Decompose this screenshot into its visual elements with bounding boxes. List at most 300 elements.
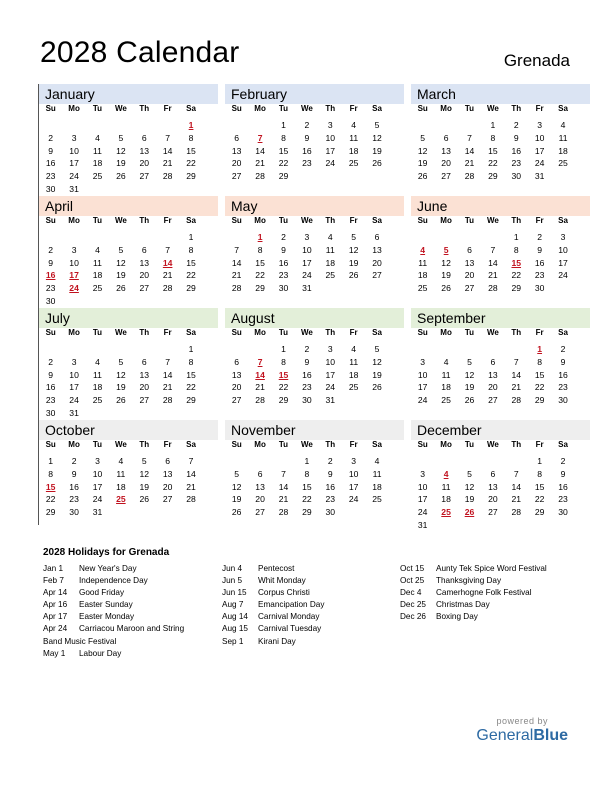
day-cell: 10: [69, 369, 79, 380]
day-cell: 2: [48, 244, 54, 255]
day-cell: 28: [511, 507, 522, 518]
empty-day-cell: [365, 506, 388, 519]
day-cell: 17: [302, 257, 312, 268]
day-cell: 27: [231, 171, 242, 182]
month-june: [411, 196, 590, 306]
empty-day-cell: [458, 119, 481, 132]
day-cell: 9: [281, 244, 286, 255]
day-cell: 1: [48, 456, 54, 466]
week-row: [411, 282, 590, 295]
day-cell: 11: [93, 369, 102, 380]
day-cell: 2: [71, 456, 77, 466]
month-february: [225, 84, 404, 194]
holiday-date: Aug 15: [222, 624, 248, 634]
day-cell: 1: [490, 120, 496, 130]
day-cell: 18: [325, 257, 336, 268]
day-cell: 24: [348, 494, 359, 505]
weekday-label: Su: [231, 328, 242, 337]
weekday-label: Fr: [163, 440, 172, 449]
day-cell: 23: [534, 270, 545, 281]
month-april: [39, 196, 218, 306]
empty-day-cell: [505, 343, 528, 356]
weekday-label: Th: [325, 440, 336, 449]
week-row: [225, 506, 404, 519]
day-cell: 20: [139, 270, 150, 281]
day-cell: 21: [162, 158, 173, 169]
holiday-name: Easter Sunday: [79, 600, 133, 610]
holiday-name: Easter Monday: [79, 612, 135, 622]
weekday-label: Sa: [186, 216, 196, 225]
weekday-label: Su: [231, 216, 242, 225]
holiday-date: Jun 4: [222, 564, 243, 573]
weekday-label: Su: [45, 328, 56, 337]
day-cell: 7: [467, 132, 472, 143]
day-cell: 1: [537, 456, 543, 466]
week-row: [39, 493, 218, 506]
day-cell: 2: [560, 456, 566, 466]
weekday-label: Su: [45, 440, 56, 449]
weekday-header: [39, 440, 218, 455]
holiday-day-cell: 25: [116, 494, 126, 505]
day-cell: 13: [488, 369, 498, 380]
holiday-name: Boxing Day: [436, 612, 478, 622]
day-cell: 18: [417, 270, 428, 281]
week-row: [225, 170, 404, 183]
weekday-label: Sa: [558, 440, 568, 449]
empty-day-cell: [551, 519, 574, 532]
day-cell: 9: [560, 468, 566, 479]
holiday-date: Sep 1: [222, 636, 244, 646]
day-cell: 19: [348, 257, 359, 268]
week-row: [39, 343, 218, 356]
day-cell: 13: [162, 468, 173, 479]
day-cell: 2: [327, 456, 333, 466]
weekday-label: Th: [139, 216, 150, 225]
day-cell: 4: [351, 344, 357, 354]
empty-day-cell: [319, 170, 342, 183]
day-cell: 29: [511, 283, 522, 294]
day-cell: 30: [278, 283, 289, 294]
day-cell: 8: [257, 244, 263, 255]
day-cell: 13: [372, 244, 382, 255]
day-cell: 13: [488, 481, 498, 492]
day-cell: 6: [257, 468, 263, 479]
weekday-label: Su: [231, 440, 242, 449]
day-cell: 29: [186, 395, 196, 406]
day-cell: 8: [513, 244, 519, 255]
day-cell: 5: [234, 468, 240, 479]
day-cell: 24: [92, 494, 103, 505]
holiday-name: Kirani Day: [258, 636, 296, 646]
day-cell: 17: [348, 481, 359, 492]
holiday-column: [222, 563, 324, 648]
week-row: [225, 455, 404, 468]
holiday-date: Aug 14: [222, 612, 248, 622]
empty-day-cell: [156, 295, 179, 308]
day-cell: 9: [48, 257, 54, 268]
day-cell: 27: [139, 395, 150, 406]
day-cell: 24: [69, 395, 79, 406]
day-cell: 6: [141, 132, 147, 143]
holiday-name: Thanksgiving Day: [436, 576, 502, 586]
day-cell: 31: [302, 283, 312, 294]
day-cell: 22: [255, 270, 265, 281]
empty-day-cell: [109, 506, 132, 519]
day-cell: 4: [560, 120, 566, 130]
day-cell: 13: [139, 369, 150, 380]
day-cell: 12: [417, 145, 428, 156]
weekday-label: We: [486, 328, 499, 337]
brand-name: GeneralBlue: [476, 727, 568, 744]
day-cell: 3: [71, 132, 77, 143]
holiday-day-cell: 7: [257, 356, 263, 367]
day-cell: 15: [534, 481, 545, 492]
day-cell: 11: [441, 481, 451, 492]
day-cell: 17: [69, 158, 79, 169]
week-row: [225, 356, 404, 369]
holiday-date: May 1: [43, 648, 66, 658]
weekday-label: Sa: [558, 104, 568, 113]
empty-day-cell: [156, 183, 179, 196]
weekday-label: Fr: [349, 216, 358, 225]
day-cell: 16: [325, 481, 336, 492]
holiday-item: [222, 587, 324, 599]
empty-day-cell: [365, 170, 388, 183]
week-row: [39, 157, 218, 170]
week-row: [39, 244, 218, 257]
day-cell: 16: [302, 369, 312, 380]
day-cell: 12: [464, 369, 475, 380]
day-cell: 18: [372, 481, 382, 492]
day-cell: 5: [374, 344, 380, 354]
day-cell: 8: [281, 132, 286, 143]
day-cell: 17: [417, 494, 428, 505]
day-cell: 1: [188, 344, 194, 354]
empty-day-cell: [434, 455, 457, 468]
day-cell: 18: [92, 158, 103, 169]
day-cell: 25: [92, 171, 103, 182]
empty-day-cell: [481, 231, 504, 244]
empty-day-cell: [481, 343, 504, 356]
holiday-item: [43, 575, 184, 587]
weekday-label: Mo: [440, 104, 452, 113]
weekday-label: We: [114, 440, 127, 449]
month-name: December: [411, 420, 590, 440]
week-row: [39, 145, 218, 158]
weekday-label: Mo: [440, 216, 452, 225]
day-cell: 1: [188, 232, 194, 242]
weekday-label: Th: [139, 328, 150, 337]
day-cell: 10: [69, 145, 79, 156]
empty-day-cell: [295, 170, 318, 183]
day-cell: 27: [488, 395, 498, 406]
day-cell: 4: [374, 456, 380, 466]
day-cell: 9: [71, 468, 77, 479]
day-cell: 30: [325, 507, 336, 518]
month-may: [225, 196, 404, 306]
day-cell: 13: [139, 145, 150, 156]
weekday-label: Tu: [278, 328, 289, 337]
weekday-label: Fr: [163, 104, 172, 113]
day-cell: 28: [511, 395, 522, 406]
day-cell: 31: [69, 183, 79, 194]
empty-day-cell: [179, 295, 202, 308]
empty-day-cell: [225, 231, 248, 244]
holiday-name: Labour Day: [79, 648, 122, 658]
empty-day-cell: [342, 282, 365, 295]
empty-day-cell: [481, 519, 504, 532]
day-cell: 2: [537, 232, 543, 242]
empty-day-cell: [225, 343, 248, 356]
day-cell: 14: [464, 145, 475, 156]
week-row: [411, 381, 590, 394]
holiday-date: Apr 14: [43, 588, 68, 598]
day-cell: 25: [558, 158, 568, 169]
week-row: [39, 282, 218, 295]
holiday-date: Aug 7: [222, 600, 244, 610]
empty-day-cell: [62, 119, 85, 132]
week-row: [225, 394, 404, 407]
month-name: March: [411, 84, 590, 104]
day-cell: 30: [69, 507, 79, 518]
day-cell: 17: [325, 145, 336, 156]
week-row: [39, 381, 218, 394]
day-cell: 11: [372, 468, 382, 479]
week-row: [411, 481, 590, 494]
weekday-header: [411, 216, 590, 231]
day-cell: 17: [558, 257, 568, 268]
holiday-day-cell: 17: [69, 270, 79, 281]
empty-day-cell: [458, 343, 481, 356]
holiday-day-cell: 26: [464, 507, 475, 518]
month-name: June: [411, 196, 590, 216]
month-july: [39, 308, 218, 418]
day-cell: 30: [558, 395, 568, 406]
week-row: [411, 394, 590, 407]
day-cell: 8: [490, 132, 496, 143]
day-cell: 30: [558, 507, 568, 518]
empty-day-cell: [458, 455, 481, 468]
day-cell: 10: [534, 132, 545, 143]
day-cell: 16: [45, 158, 56, 169]
weekday-label: Su: [417, 216, 428, 225]
day-cell: 14: [162, 369, 173, 380]
holiday-item: [400, 563, 547, 575]
empty-day-cell: [133, 183, 156, 196]
day-cell: 4: [443, 356, 449, 367]
day-cell: 27: [139, 171, 150, 182]
weekday-label: We: [486, 216, 499, 225]
day-cell: 12: [116, 257, 126, 268]
day-cell: 21: [231, 270, 242, 281]
day-cell: 13: [255, 481, 265, 492]
day-cell: 29: [278, 171, 289, 182]
day-cell: 30: [45, 295, 56, 306]
day-cell: 6: [374, 232, 380, 242]
empty-day-cell: [458, 231, 481, 244]
day-cell: 6: [141, 356, 147, 367]
holiday-day-cell: 5: [443, 244, 449, 255]
day-cell: 10: [348, 468, 359, 479]
weekday-label: Fr: [349, 328, 358, 337]
week-row: [225, 468, 404, 481]
day-cell: 12: [372, 132, 382, 143]
day-cell: 13: [139, 257, 150, 268]
holiday-day-cell: 14: [255, 369, 265, 380]
weekday-label: Mo: [440, 328, 452, 337]
day-cell: 30: [511, 171, 522, 182]
day-cell: 22: [488, 158, 498, 169]
weekday-label: Fr: [349, 104, 358, 113]
weekday-header: [411, 440, 590, 455]
day-cell: 19: [116, 382, 126, 393]
day-cell: 23: [278, 270, 289, 281]
weekday-header: [411, 328, 590, 343]
day-cell: 23: [558, 494, 568, 505]
day-cell: 15: [186, 369, 196, 380]
weekday-header: [225, 328, 404, 343]
country-label: Grenada: [503, 51, 570, 70]
day-cell: 25: [372, 494, 382, 505]
holiday-date: Dec 25: [400, 600, 426, 610]
day-cell: 1: [304, 456, 310, 466]
day-cell: 16: [558, 369, 568, 380]
day-cell: 8: [304, 468, 310, 479]
weekday-label: Sa: [186, 440, 196, 449]
day-cell: 2: [560, 344, 566, 354]
day-cell: 18: [348, 369, 359, 380]
day-cell: 23: [45, 171, 56, 182]
week-row: [39, 407, 218, 420]
weekday-label: Th: [325, 328, 336, 337]
day-cell: 7: [165, 244, 171, 255]
day-cell: 6: [490, 468, 496, 479]
week-row: [411, 157, 590, 170]
holiday-name: Emancipation Day: [258, 600, 325, 610]
day-cell: 27: [255, 507, 265, 518]
week-row: [411, 455, 590, 468]
weekday-label: Mo: [440, 440, 452, 449]
weekday-label: Fr: [535, 328, 544, 337]
empty-day-cell: [248, 119, 271, 132]
holiday-item: [222, 599, 324, 611]
week-row: [411, 231, 590, 244]
day-cell: 16: [511, 145, 522, 156]
week-row: [39, 506, 218, 519]
empty-day-cell: [528, 519, 551, 532]
day-cell: 19: [139, 481, 150, 492]
holiday-day-cell: 14: [162, 257, 173, 268]
day-cell: 18: [441, 494, 451, 505]
day-cell: 5: [467, 468, 472, 479]
empty-day-cell: [365, 282, 388, 295]
week-row: [411, 493, 590, 506]
weekday-label: Tu: [278, 216, 289, 225]
weekday-label: Fr: [163, 216, 172, 225]
weekday-label: We: [114, 328, 127, 337]
weekday-label: Su: [45, 216, 56, 225]
holiday-day-cell: 15: [278, 369, 289, 380]
empty-day-cell: [86, 407, 109, 420]
holiday-item: [43, 563, 184, 575]
weekday-header: [411, 104, 590, 119]
holiday-name: Good Friday: [79, 588, 125, 598]
day-cell: 10: [325, 132, 336, 143]
weekday-label: Mo: [68, 216, 80, 225]
day-cell: 29: [278, 395, 289, 406]
day-cell: 24: [417, 395, 428, 406]
page-title: 2028 Calendar: [40, 36, 240, 69]
day-cell: 21: [255, 158, 265, 169]
empty-day-cell: [434, 231, 457, 244]
day-cell: 28: [488, 283, 498, 294]
holiday-date: Oct 25: [400, 576, 425, 586]
day-cell: 22: [534, 382, 545, 393]
empty-day-cell: [248, 343, 271, 356]
week-row: [225, 493, 404, 506]
day-cell: 11: [418, 257, 428, 268]
holiday-date: Jun 5: [222, 576, 243, 586]
day-cell: 31: [69, 407, 79, 418]
month-december: [411, 420, 590, 530]
weekday-header: [39, 328, 218, 343]
weekday-label: Mo: [254, 104, 266, 113]
empty-day-cell: [411, 231, 434, 244]
day-cell: 3: [327, 120, 333, 130]
day-cell: 28: [255, 171, 265, 182]
day-cell: 31: [325, 395, 336, 406]
day-cell: 4: [118, 456, 124, 466]
day-cell: 15: [302, 481, 312, 492]
week-row: [411, 244, 590, 257]
day-cell: 14: [186, 468, 196, 479]
day-cell: 19: [116, 270, 126, 281]
day-cell: 2: [48, 132, 54, 143]
empty-day-cell: [342, 170, 365, 183]
empty-day-cell: [434, 519, 457, 532]
week-row: [39, 468, 218, 481]
day-cell: 14: [511, 369, 522, 380]
week-row: [225, 369, 404, 382]
day-cell: 25: [441, 395, 451, 406]
holiday-item: [400, 599, 547, 611]
empty-day-cell: [551, 170, 574, 183]
day-cell: 9: [560, 356, 566, 367]
month-name: January: [39, 84, 218, 104]
holiday-date: Apr 24: [43, 624, 68, 634]
month-name: February: [225, 84, 404, 104]
month-august: [225, 308, 404, 418]
week-row: [39, 231, 218, 244]
holiday-item: [222, 611, 324, 623]
day-cell: 7: [165, 132, 171, 143]
day-cell: 29: [488, 171, 498, 182]
day-cell: 30: [534, 283, 545, 294]
day-cell: 22: [278, 382, 289, 393]
day-cell: 24: [534, 158, 545, 169]
day-cell: 30: [302, 395, 312, 406]
day-cell: 1: [281, 120, 286, 130]
week-row: [225, 145, 404, 158]
day-cell: 28: [186, 494, 196, 505]
day-cell: 6: [467, 244, 472, 255]
weekday-label: Th: [511, 216, 522, 225]
day-cell: 24: [69, 171, 79, 182]
day-cell: 23: [511, 158, 522, 169]
day-cell: 19: [372, 145, 382, 156]
day-cell: 10: [302, 244, 312, 255]
day-cell: 26: [417, 171, 428, 182]
